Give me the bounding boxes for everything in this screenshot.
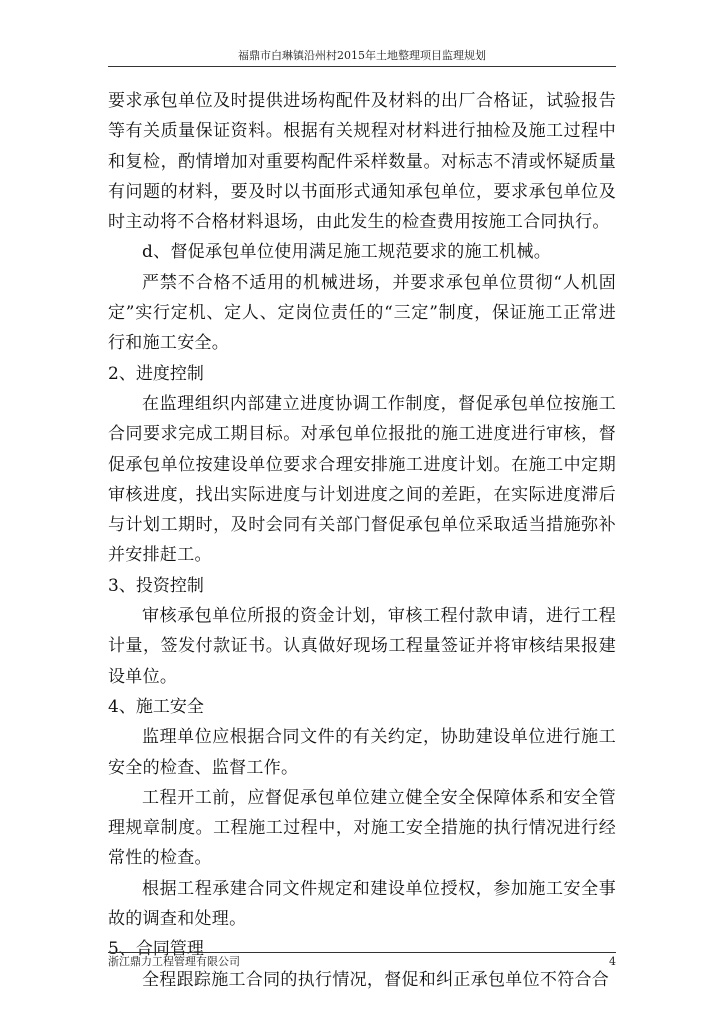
paragraph: 根据工程承建合同文件规定和建设单位授权，参加施工安全事故的调查和处理。	[108, 878, 616, 930]
section-heading-schedule: 2、进度控制	[108, 363, 204, 384]
paragraph: 全程跟踪施工合同的执行情况，督促和纠正承包单位不符合合	[142, 969, 610, 990]
footer-company: 浙江鼎力工程管理有限公司	[108, 955, 240, 968]
page-body	[108, 86, 616, 995]
section-heading-safety: 4、施工安全	[108, 696, 204, 717]
paragraph: d、督促承包单位使用满足施工规范要求的施工机械。	[142, 242, 552, 263]
page-header	[108, 49, 616, 67]
section-heading-investment: 3、投资控制	[108, 575, 204, 596]
paragraph: 严禁不合格不适用的机械进场，并要求承包单位贯彻“人机固定”实行定机、定人、定岗位责任的“三定”制度，保证施工正常进行和施工安全。	[108, 272, 616, 354]
paragraph: 工程开工前，应督促承包单位建立健全安全保障体系和安全管理规章制度。工程施工过程中，对施工安全措施的执行情况进行经常性的检查。	[108, 787, 616, 869]
paragraph: 审核承包单位所报的资金计划，审核工程付款申请，进行工程计量，签发付款证书。认真做好现场工程量签证并将审核结果报建设单位。	[108, 606, 616, 687]
paragraph: 在监理组织内部建立进度协调工作制度，督促承包单位按施工合同要求完成工期目标。对承包单位报批的施工进度进行审核，督促承包单位按建设单位要求合理安排施工进度计划。在施工中定期审核进度，找出实际进度与计划进度之间的差距，在实际进度滞后与计划工期时，及时会同有关部门督促承包单位采取适当措施弥补并安排赶工。	[108, 393, 616, 566]
paragraph: 监理单位应根据合同文件的有关约定，协助建设单位进行施工安全的检查、监督工作。	[108, 727, 616, 778]
page-footer	[108, 952, 616, 969]
section-heading-contract: 5、合同管理	[108, 939, 204, 960]
document-title: 福鼎市白琳镇沿州村2015年土地整理项目监理规划	[238, 49, 486, 62]
page-number: 4	[609, 955, 616, 968]
paragraph: 要求承包单位及时提供进场构配件及材料的出厂合格证，试验报告等有关质量保证资料。根据有关规程对材料进行抽检及施工过程中和复检，酌情增加对重要构配件采样数量。对标志不清或怀疑质量有问题的材料，要及时以书面形式通知承包单位，要求承包单位及时主动将不合格材料退场，由此发生的检查费用按施工合同执行。	[108, 91, 616, 233]
